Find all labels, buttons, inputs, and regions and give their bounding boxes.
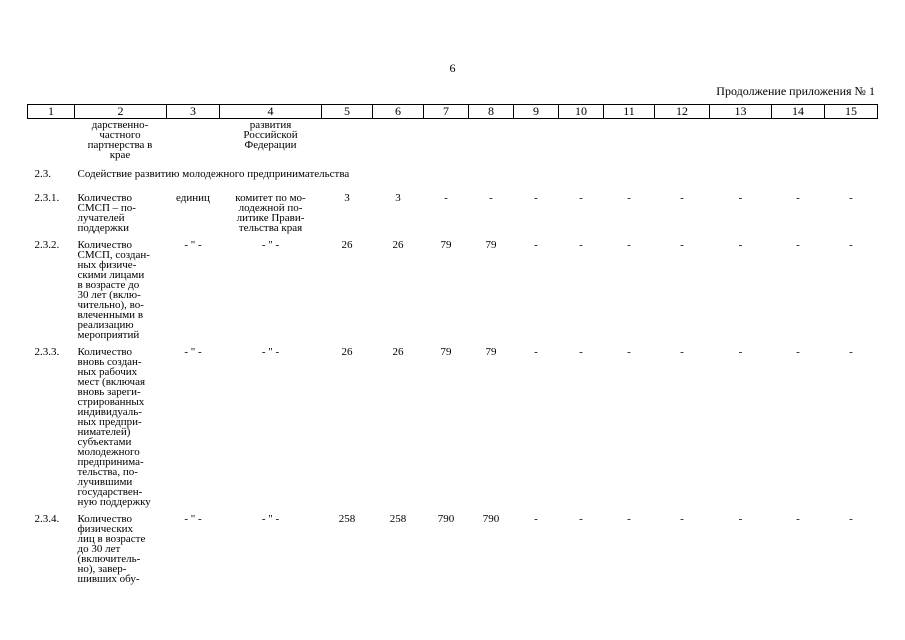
value-cell: -: [849, 192, 853, 204]
value-cell: -: [738, 239, 743, 251]
unit-cell: - " -: [184, 513, 202, 525]
indicator-name: Количество СМСП – по- лучателей поддержки: [77, 192, 136, 234]
header-cell: 9: [514, 105, 559, 119]
header-cell: 5: [322, 105, 373, 119]
continued-row: [28, 119, 878, 161]
indicator-code: 2.3.2.: [34, 239, 60, 251]
value-cell: -: [738, 513, 743, 525]
executor-cell: - " -: [261, 513, 280, 525]
value-cell: 790: [482, 513, 500, 525]
value-cell: -: [738, 192, 743, 204]
value-cell: -: [627, 513, 631, 525]
value-cell: -: [796, 239, 800, 251]
value-cell: -: [579, 192, 583, 204]
continued-executor: развития Российской Федерации: [243, 119, 298, 151]
header-cell: 15: [825, 105, 878, 119]
value-cell: -: [627, 239, 631, 251]
value-cell: -: [444, 192, 448, 204]
header-cell: 13: [710, 105, 772, 119]
header-cell: 12: [655, 105, 710, 119]
header-cell: 1: [28, 105, 75, 119]
value-cell: -: [849, 239, 853, 251]
table-row: [28, 340, 878, 507]
value-cell: -: [534, 192, 538, 204]
value-cell: -: [579, 513, 583, 525]
value-cell: 3: [395, 192, 401, 204]
page-number: 6: [449, 61, 456, 75]
value-cell: -: [680, 192, 684, 204]
value-cell: 26: [392, 239, 404, 251]
table-row: [28, 233, 878, 340]
value-cell: -: [627, 192, 631, 204]
value-cell: 790: [437, 513, 455, 525]
section-row: [28, 160, 878, 186]
indicator-name: Количество СМСП, создан- ных физиче- скими лицами в возрасте до 30 лет (вклю- чительно), во- влеченными в реализацию мероприятий: [77, 239, 150, 341]
indicator-code: 2.3.3.: [34, 346, 60, 358]
value-cell: -: [796, 346, 800, 358]
header-cell: 10: [559, 105, 604, 119]
value-cell: -: [796, 513, 800, 525]
value-cell: -: [849, 346, 853, 358]
value-cell: -: [579, 239, 583, 251]
header-cell: 14: [772, 105, 825, 119]
value-cell: -: [534, 239, 538, 251]
value-cell: 79: [440, 239, 452, 251]
value-cell: 258: [338, 513, 356, 525]
header-cell: 3: [167, 105, 220, 119]
continued-indicator-name: дарственно- частного партнерства в крае: [87, 119, 153, 161]
value-cell: -: [680, 346, 684, 358]
value-cell: -: [489, 192, 493, 204]
section-title: Содействие развитию молодежного предпринимательства: [77, 168, 350, 180]
value-cell: -: [796, 192, 800, 204]
indicator-code: 2.3.4.: [34, 513, 60, 525]
unit-cell: единиц: [176, 192, 210, 204]
header-cell: 11: [604, 105, 655, 119]
value-cell: 3: [344, 192, 350, 204]
value-cell: -: [680, 239, 684, 251]
value-cell: 26: [392, 346, 404, 358]
value-cell: 79: [485, 346, 497, 358]
value-cell: -: [738, 346, 743, 358]
value-cell: -: [534, 513, 538, 525]
unit-cell: - " -: [184, 239, 202, 251]
executor-cell: комитет по мо- лодежной по- литике Прави- тельства края: [235, 192, 306, 234]
value-cell: 26: [341, 239, 353, 251]
value-cell: -: [680, 513, 684, 525]
table-row: [28, 186, 878, 233]
unit-cell: - " -: [184, 346, 202, 358]
value-cell: 26: [341, 346, 353, 358]
header-cell: 2: [75, 105, 167, 119]
header-cell: 6: [373, 105, 424, 119]
indicator-name: Количество вновь создан- ных рабочих мест (включая вновь зареги- стрированных индивидуаль- ных предпри- нимателей) субъектами молодежного предпринима- тельства, по- лучившими государствен- ную поддержку: [77, 346, 151, 508]
header-cell: 8: [469, 105, 514, 119]
value-cell: -: [627, 346, 631, 358]
header-row: [28, 105, 878, 119]
section-code: 2.3.: [34, 168, 51, 180]
program-indicators-table: [27, 104, 878, 584]
executor-cell: - " -: [261, 346, 280, 358]
continuation-label: Продолжение приложения № 1: [716, 84, 875, 98]
value-cell: -: [579, 346, 583, 358]
value-cell: 258: [389, 513, 407, 525]
indicator-code: 2.3.1.: [34, 192, 60, 204]
value-cell: -: [849, 513, 853, 525]
header-cell: 7: [424, 105, 469, 119]
value-cell: 79: [440, 346, 452, 358]
table-row: [28, 507, 878, 584]
value-cell: -: [534, 346, 538, 358]
executor-cell: - " -: [261, 239, 280, 251]
indicator-name: Количество физических лиц в возрасте до 30 лет (включитель- но), завер- шивших обу-: [77, 513, 146, 585]
header-cell: 4: [220, 105, 322, 119]
value-cell: 79: [485, 239, 497, 251]
